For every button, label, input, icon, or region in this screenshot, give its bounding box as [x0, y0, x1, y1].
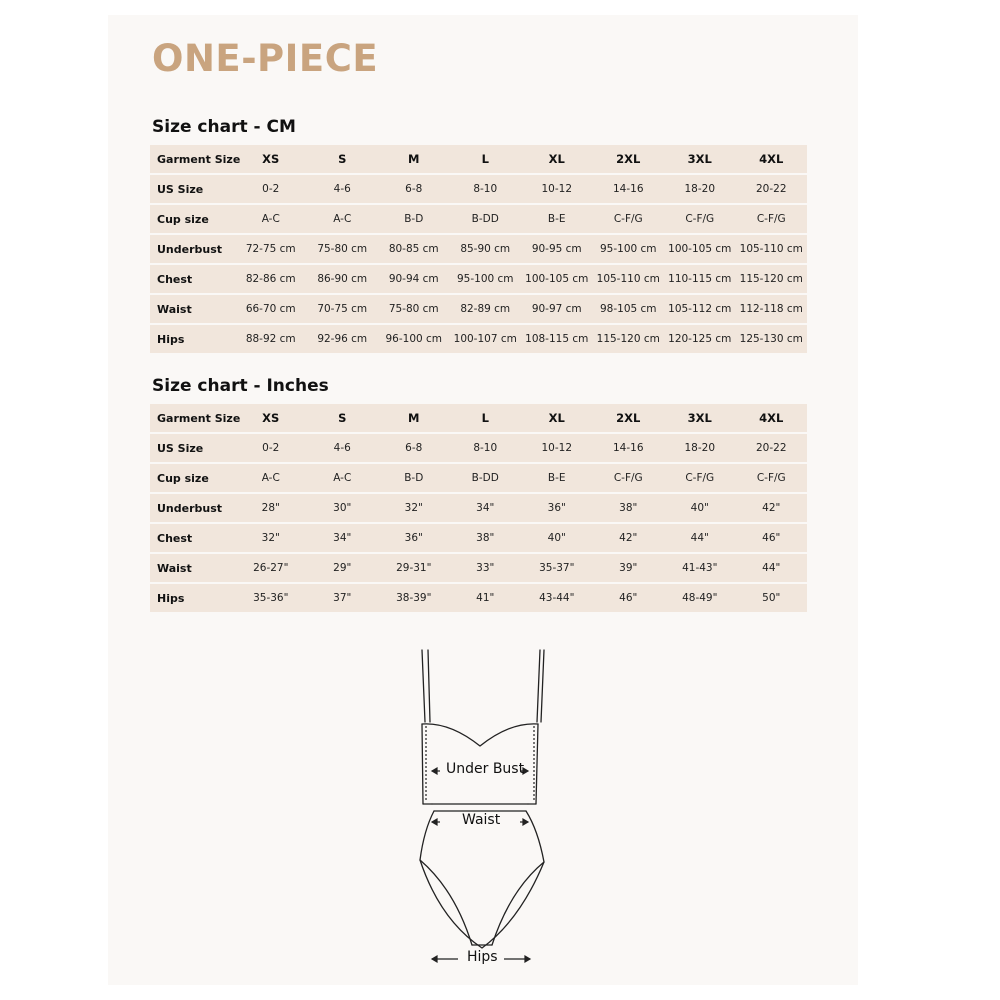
row-label: Chest: [150, 265, 235, 293]
table-cell: B-D: [378, 205, 450, 233]
table-cell: 36": [521, 494, 593, 522]
row-label: Underbust: [150, 235, 235, 263]
table-cell: 29-31": [378, 554, 450, 582]
table-cell: 46": [736, 524, 808, 552]
table-cell: 34": [307, 524, 379, 552]
waist-band: [432, 804, 528, 811]
table-cell: 115-120 cm: [593, 325, 665, 353]
table-cell: 44": [664, 524, 736, 552]
table-cell: 35-37": [521, 554, 593, 582]
table-cell: 38": [450, 524, 522, 552]
size-header-cell: XL: [521, 404, 593, 432]
size-header-cell: S: [307, 145, 379, 173]
row-label: Underbust: [150, 494, 235, 522]
table-row: [150, 554, 807, 582]
table-cell: 40": [664, 494, 736, 522]
table-cell: 10-12: [521, 175, 593, 203]
size-header-cell: L: [450, 404, 522, 432]
table-cell: 98-105 cm: [593, 295, 665, 323]
row-label: Garment Size: [150, 145, 235, 173]
table-cell: C-F/G: [593, 205, 665, 233]
row-label: Waist: [150, 554, 235, 582]
table-cell: 96-100 cm: [378, 325, 450, 353]
table-cell: 50": [736, 584, 808, 612]
page-title: ONE-PIECE: [152, 37, 379, 80]
strap-lines: [422, 650, 544, 722]
size-header-cell: 2XL: [593, 404, 665, 432]
table-cell: 29": [307, 554, 379, 582]
size-header-cell: M: [378, 145, 450, 173]
table-cell: 8-10: [450, 175, 522, 203]
row-label: Chest: [150, 524, 235, 552]
table-cell: C-F/G: [736, 205, 808, 233]
table-cell: 95-100 cm: [450, 265, 522, 293]
table-row: [150, 325, 807, 353]
table-cell: C-F/G: [593, 464, 665, 492]
one-piece-swimsuit-illustration: [410, 640, 550, 975]
table-cell: 18-20: [664, 434, 736, 462]
table-cell: 72-75 cm: [235, 235, 307, 263]
table-cell: 28": [235, 494, 307, 522]
table-cell: 90-95 cm: [521, 235, 593, 263]
table-cell: 39": [593, 554, 665, 582]
cm-size-table: [150, 143, 807, 355]
table-cell: A-C: [307, 205, 379, 233]
table-cell: A-C: [235, 464, 307, 492]
row-label: Hips: [150, 584, 235, 612]
table-cell: 8-10: [450, 434, 522, 462]
table-row: [150, 584, 807, 612]
size-header-cell: M: [378, 404, 450, 432]
table-cell: A-C: [235, 205, 307, 233]
table-cell: 30": [307, 494, 379, 522]
table-cell: 36": [378, 524, 450, 552]
table-cell: 105-110 cm: [736, 235, 808, 263]
table-cell: 70-75 cm: [307, 295, 379, 323]
table-cell: C-F/G: [664, 464, 736, 492]
size-header-cell: 3XL: [664, 404, 736, 432]
table-cell: 37": [307, 584, 379, 612]
inch-chart-heading: Size chart - Inches: [152, 376, 329, 396]
table-cell: 10-12: [521, 434, 593, 462]
under-bust-label: Under Bust: [446, 761, 525, 777]
table-cell: 20-22: [736, 434, 808, 462]
table-cell: C-F/G: [736, 464, 808, 492]
size-header-cell: XS: [235, 404, 307, 432]
row-label: Cup size: [150, 205, 235, 233]
table-cell: 0-2: [235, 434, 307, 462]
table-cell: 18-20: [664, 175, 736, 203]
table-cell: 20-22: [736, 175, 808, 203]
table-cell: 82-89 cm: [450, 295, 522, 323]
table-cell: 46": [593, 584, 665, 612]
table-cell: 32": [378, 494, 450, 522]
size-header-cell: XS: [235, 145, 307, 173]
table-row: [150, 524, 807, 552]
table-cell: 32": [235, 524, 307, 552]
table-row: [150, 235, 807, 263]
table-cell: 100-105 cm: [521, 265, 593, 293]
table-cell: 120-125 cm: [664, 325, 736, 353]
table-row: [150, 404, 807, 432]
table-cell: 48-49": [664, 584, 736, 612]
size-header-cell: XL: [521, 145, 593, 173]
table-cell: 85-90 cm: [450, 235, 522, 263]
table-cell: 4-6: [307, 175, 379, 203]
table-cell: 43-44": [521, 584, 593, 612]
row-label: Garment Size: [150, 404, 235, 432]
table-cell: 82-86 cm: [235, 265, 307, 293]
size-header-cell: L: [450, 145, 522, 173]
table-row: [150, 434, 807, 462]
table-cell: 6-8: [378, 175, 450, 203]
row-label: US Size: [150, 434, 235, 462]
table-cell: 86-90 cm: [307, 265, 379, 293]
table-cell: 125-130 cm: [736, 325, 808, 353]
table-cell: 112-118 cm: [736, 295, 808, 323]
inch-size-table: [150, 402, 807, 614]
table-cell: 108-115 cm: [521, 325, 593, 353]
table-cell: C-F/G: [664, 205, 736, 233]
size-header-cell: S: [307, 404, 379, 432]
hips-label: Hips: [467, 949, 498, 965]
table-cell: 26-27": [235, 554, 307, 582]
table-cell: 44": [736, 554, 808, 582]
row-label: Hips: [150, 325, 235, 353]
table-row: [150, 494, 807, 522]
table-cell: 41-43": [664, 554, 736, 582]
table-cell: 75-80 cm: [378, 295, 450, 323]
table-cell: 38": [593, 494, 665, 522]
table-cell: 115-120 cm: [736, 265, 808, 293]
table-cell: 0-2: [235, 175, 307, 203]
table-cell: 88-92 cm: [235, 325, 307, 353]
table-row: [150, 145, 807, 173]
table-cell: B-E: [521, 205, 593, 233]
table-cell: B-DD: [450, 205, 522, 233]
table-cell: 105-112 cm: [664, 295, 736, 323]
table-cell: 66-70 cm: [235, 295, 307, 323]
table-cell: 80-85 cm: [378, 235, 450, 263]
table-cell: 90-94 cm: [378, 265, 450, 293]
table-cell: 100-105 cm: [664, 235, 736, 263]
table-cell: 40": [521, 524, 593, 552]
cm-chart-heading: Size chart - CM: [152, 117, 296, 137]
table-cell: 14-16: [593, 434, 665, 462]
table-cell: 33": [450, 554, 522, 582]
table-row: [150, 175, 807, 203]
row-label: Waist: [150, 295, 235, 323]
table-row: [150, 265, 807, 293]
table-cell: 90-97 cm: [521, 295, 593, 323]
size-header-cell: 4XL: [736, 404, 808, 432]
table-cell: 41": [450, 584, 522, 612]
table-cell: 14-16: [593, 175, 665, 203]
row-label: Cup size: [150, 464, 235, 492]
table-row: [150, 205, 807, 233]
swimsuit-measurement-diagram: [410, 640, 550, 975]
table-cell: 95-100 cm: [593, 235, 665, 263]
size-header-cell: 2XL: [593, 145, 665, 173]
table-cell: B-E: [521, 464, 593, 492]
table-cell: 100-107 cm: [450, 325, 522, 353]
size-header-cell: 3XL: [664, 145, 736, 173]
table-cell: 42": [736, 494, 808, 522]
table-row: [150, 464, 807, 492]
waist-label: Waist: [462, 812, 501, 828]
table-cell: B-DD: [450, 464, 522, 492]
table-cell: 105-110 cm: [593, 265, 665, 293]
table-cell: B-D: [378, 464, 450, 492]
table-cell: 34": [450, 494, 522, 522]
size-header-cell: 4XL: [736, 145, 808, 173]
table-cell: 110-115 cm: [664, 265, 736, 293]
table-cell: 6-8: [378, 434, 450, 462]
table-cell: 42": [593, 524, 665, 552]
table-cell: 38-39": [378, 584, 450, 612]
table-row: [150, 295, 807, 323]
table-cell: 35-36": [235, 584, 307, 612]
table-cell: 75-80 cm: [307, 235, 379, 263]
table-cell: 92-96 cm: [307, 325, 379, 353]
row-label: US Size: [150, 175, 235, 203]
bust-line: [422, 724, 538, 746]
table-cell: 4-6: [307, 434, 379, 462]
table-cell: A-C: [307, 464, 379, 492]
